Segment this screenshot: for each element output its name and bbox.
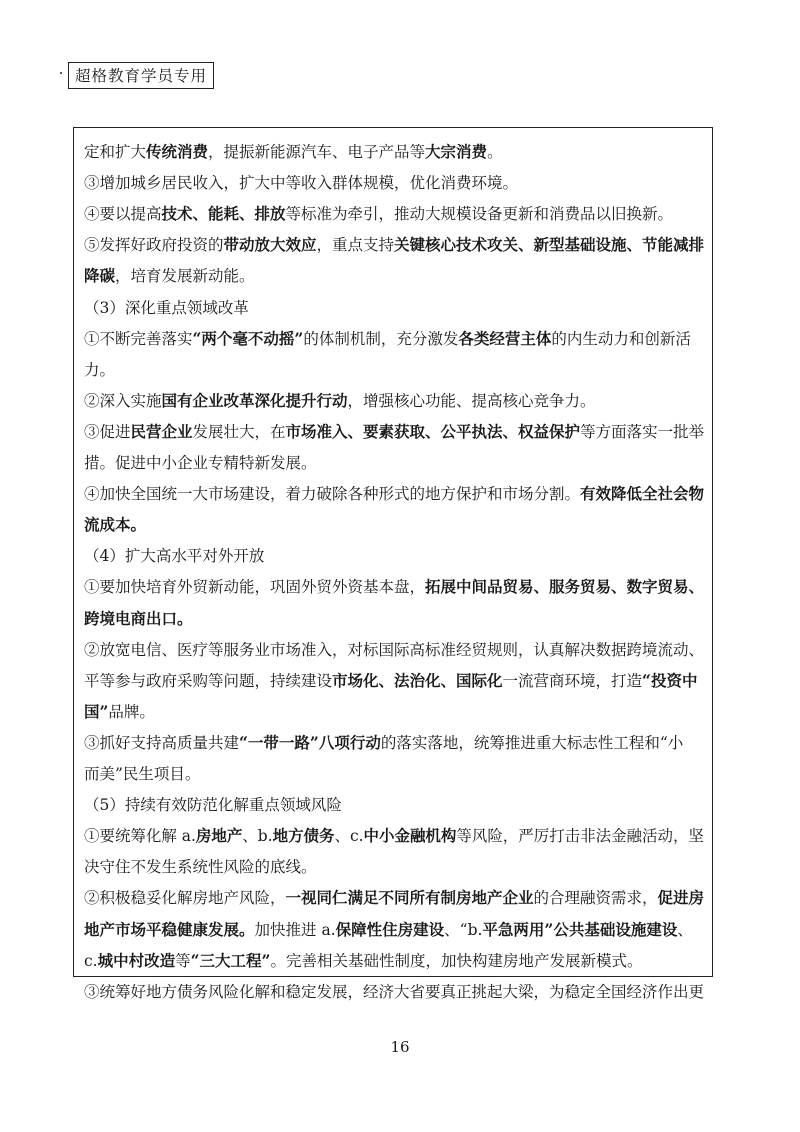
text-segment: 的落实落地，统筹推进重大标志性工程和“小 xyxy=(380,733,684,752)
bold-text: 地产市场平稳健康发展。 xyxy=(84,919,255,939)
bold-text: 市场化、法治化、国际化 xyxy=(332,670,503,690)
bold-text: 降碳 xyxy=(84,266,116,286)
bold-text: 一视同仁满足不同所有制房地产企业 xyxy=(285,888,534,908)
text-segment: ⑤发挥好政府投资的 xyxy=(84,236,224,255)
bold-text: 拓展中间品贸易、服务贸易、数字贸易、 xyxy=(425,577,705,597)
text-segment: 力。 xyxy=(84,360,116,379)
text-segment: （3）深化重点领域改革 xyxy=(84,298,249,317)
text-line xyxy=(84,422,704,442)
text-line xyxy=(84,515,146,535)
text-segment: ③抓好支持高质量共建 xyxy=(84,733,240,752)
text-line xyxy=(84,920,693,940)
text-segment: 决守住不发生系统性风险的底线。 xyxy=(84,858,317,877)
bold-text: “两个毫不动摇” xyxy=(192,328,304,348)
text-segment: 而美”民生项目。 xyxy=(84,765,201,783)
bold-text: 民营企业 xyxy=(130,421,193,441)
text-line xyxy=(84,826,704,846)
bold-text: 带动放大效应 xyxy=(223,235,317,255)
bold-text: 流成本。 xyxy=(84,515,147,535)
text-line xyxy=(84,577,704,597)
text-line xyxy=(84,982,704,1002)
text-segment: （4）扩大高水平对外开放 xyxy=(84,547,265,566)
bold-text: 地方债务 xyxy=(272,826,335,846)
text-line xyxy=(84,235,704,255)
text-line xyxy=(84,204,673,224)
text-segment: 、c. xyxy=(334,827,364,846)
bold-text: “一带一路”八项行动 xyxy=(239,732,381,752)
text-segment: ③促进 xyxy=(84,422,131,441)
bold-text: 关键核心技术攻关、新型基础设施、节能减排 xyxy=(394,235,705,255)
text-segment: ③统筹好地方债务风险化解和稳定发展，经济大省要真正挑起大梁，为稳定全国经济作出更 xyxy=(84,982,705,1001)
text-segment: ，增强核心功能、提高核心竞争力。 xyxy=(347,391,596,410)
text-segment: 等风险，严厉打击非法金融活动，坚 xyxy=(456,827,704,846)
bold-text: 国有企业改革深化提升行动 xyxy=(161,390,348,410)
text-line xyxy=(84,453,317,473)
text-line xyxy=(84,702,155,722)
text-segment: 、b. xyxy=(242,827,273,846)
text-segment: 品牌。 xyxy=(108,702,155,721)
text-line xyxy=(84,795,342,815)
text-segment: ，培育发展新动能。 xyxy=(115,267,255,286)
text-line xyxy=(84,391,596,411)
bold-text: 中小金融机构 xyxy=(363,826,457,846)
text-segment: ①要加快培育外贸新动能，巩固外贸外资基本盘， xyxy=(84,578,426,597)
bold-text: 市场准入、要素获取、公平执法、权益保护 xyxy=(285,421,581,441)
bold-text: 城中村改造 xyxy=(97,950,176,970)
text-segment: 等方面落实一批举 xyxy=(580,422,705,441)
text-line xyxy=(84,329,691,349)
text-segment: 的内生动力和创新活 xyxy=(551,329,691,348)
text-line xyxy=(84,484,704,504)
text-line xyxy=(84,298,249,318)
text-segment: 加快推进 a. xyxy=(254,920,336,939)
bold-text: 大宗消费 xyxy=(425,142,488,161)
bold-text: 房地产 xyxy=(195,826,243,846)
text-segment: ①要统筹化解 a. xyxy=(84,827,196,846)
text-segment: 发展壮大，在 xyxy=(192,422,286,441)
text-line xyxy=(84,546,264,566)
text-segment: ②放宽电信、医疗等服务业市场准入，对标国际高标准经贸规则，认真解决数据跨境流动、 xyxy=(84,640,705,659)
text-segment: 。 xyxy=(487,143,503,161)
text-segment: （5）持续有效防范化解重点领域风险 xyxy=(84,796,342,815)
page-number: 16 xyxy=(390,1038,410,1056)
text-segment: ④加快全国统一大市场建设，着力破除各种形式的地方保护和市场分割。 xyxy=(84,485,581,504)
text-segment: 、“b. xyxy=(444,920,483,939)
text-segment: 等标准为牵引，推动大规模设备更新和消费品以旧换新。 xyxy=(285,205,674,224)
text-line xyxy=(84,764,200,784)
text-line xyxy=(84,640,704,660)
text-line xyxy=(84,733,683,753)
text-line xyxy=(84,266,255,286)
header-stamp: 超格教育学员专用 xyxy=(68,62,214,89)
text-line xyxy=(84,360,115,380)
text-segment: 、 xyxy=(677,920,693,939)
text-line xyxy=(84,609,193,629)
text-segment: 。完善相关基础性制度，加快构建房地产发展新模式。 xyxy=(270,951,643,970)
text-line xyxy=(84,888,704,908)
text-segment: ，提振新能源汽车、电子产品等 xyxy=(208,143,426,161)
text-segment: c. xyxy=(84,951,98,970)
text-segment: 的合理融资需求， xyxy=(533,889,658,908)
text-segment: 定和扩大 xyxy=(84,143,147,161)
scan-dot xyxy=(60,72,62,74)
text-segment: ④要以提高 xyxy=(84,205,162,224)
bold-text: 平急两用”公共基础设施建设 xyxy=(482,919,678,939)
text-segment: 的体制机制，充分激发 xyxy=(303,329,459,348)
text-segment: 措。促进中小企业专精特新发展。 xyxy=(84,454,317,472)
text-line xyxy=(84,671,697,691)
text-segment: ②深入实施 xyxy=(84,391,162,410)
text-segment: 等 xyxy=(175,951,191,970)
bold-text: “投资中 xyxy=(642,670,698,690)
text-line xyxy=(84,142,503,162)
text-segment: ③增加城乡居民收入，扩大中等收入群体规模，优化消费环境。 xyxy=(84,174,519,193)
text-segment: ，重点支持 xyxy=(316,236,395,255)
bold-text: 国” xyxy=(84,701,109,721)
bold-text: 保障性住房建设 xyxy=(335,919,445,939)
text-segment: ①不断完善落实 xyxy=(84,329,193,348)
bold-text: 技术、能耗、排放 xyxy=(161,204,286,224)
content-box xyxy=(73,127,713,1001)
text-segment: 一流营商环境，打造 xyxy=(502,671,643,690)
bold-text: 有效降低全社会物 xyxy=(580,484,705,504)
bold-text: “三大工程” xyxy=(190,950,271,970)
bold-text: 传统消费 xyxy=(146,142,209,161)
text-line xyxy=(84,857,317,877)
text-line xyxy=(84,173,518,193)
bold-text: 跨境电商出口。 xyxy=(84,608,193,628)
text-segment: ②积极稳妥化解房地产风险， xyxy=(84,889,286,908)
text-line xyxy=(84,951,643,971)
bold-text: 促进房 xyxy=(657,888,705,908)
bold-text: 各类经营主体 xyxy=(458,328,552,348)
text-segment: 平等参与政府采购等问题，持续建设 xyxy=(84,671,333,690)
